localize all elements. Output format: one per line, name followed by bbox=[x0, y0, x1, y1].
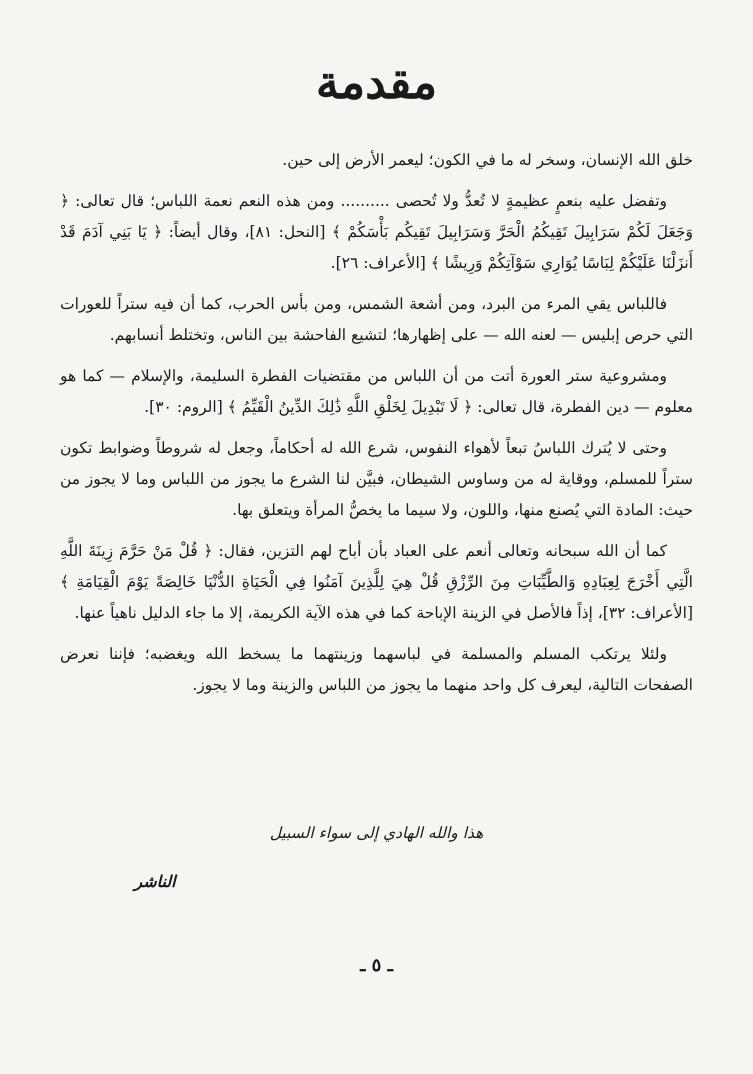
paragraph-1: خلق الله الإنسان، وسخر له ما في الكون؛ ليعمر الأرض إلى حين. bbox=[282, 151, 693, 169]
publisher-signature: الناشر bbox=[134, 872, 176, 891]
closing-line: هذا والله الهادي إلى سواء السبيل bbox=[269, 824, 484, 842]
page-title: مقدمة bbox=[315, 55, 438, 109]
paragraph-4: ومشروعية ستر العورة أتت من أن اللباس من مقتضيات الفطرة السليمة، والإسلام — كما هو معلوم — دين الفطرة، قال تعالى: ﴿ لَا تَبْدِيلَ لِخَلْقِ اللَّهِ ذَٰلِكَ الدِّينُ الْقَيِّمُ ﴾ [الروم: ٣٠]. bbox=[60, 367, 693, 416]
paragraph-7: ولئلا يرتكب المسلم والمسلمة في لباسهما وزينتهما ما يسخط الله ويغضبه؛ فإننا نعرض الصفحات التالية، ليعرف كل واحد منهما ما يجوز من اللباس والزينة وما لا يجوز. bbox=[60, 645, 693, 694]
paragraph-5: وحتى لا يُترك اللباسُ تبعاً لأهواء النفوس، شرع الله له أحكاماً، وجعل له شروطاً وضوابط تكون ستراً للمسلم، ووقاية له من وساوس الشيطان، فبيَّن لنا الشرع ما يجوز من اللباس وما لا يجوز من حيث: المادة التي يُصنع منها، واللون، ولا سيما ما يخصُّ المرأة ويتعلق بها. bbox=[60, 439, 693, 519]
paragraph-3: فاللباس يقي المرء من البرد، ومن أشعة الشمس، ومن بأس الحرب، كما أن فيه ستراً للعورات التي حرص إبليس — لعنه الله — على إظهارها؛ لتشيع الفاحشة بين الناس، وتختلط أنسابهم. bbox=[60, 295, 693, 344]
paragraph-6: كما أن الله سبحانه وتعالى أنعم على العباد بأن أباح لهم التزين، فقال: ﴿ قُلْ مَنْ حَرَّمَ زِينَةَ اللَّهِ الَّتِي أَخْرَجَ لِعِبَادِهِ وَالطَّيِّبَاتِ مِنَ الرِّزْقِ قُلْ هِيَ لِلَّذِينَ آمَنُوا فِي الْحَيَاةِ الدُّنْيَا خَالِصَةً يَوْمَ الْقِيَامَةِ ﴾ [الأعراف: ٣٢]، إذاً فالأصل في الزينة الإباحة كما في هذه الآية الكريمة، إلا ما جاء الدليل ناهياً عنها. bbox=[60, 542, 693, 622]
page-number: ـ ٥ ـ bbox=[360, 955, 393, 976]
paragraph-2: وتفضل عليه بنعمٍ عظيمةٍ لا تُعدُّ ولا تُحصى .......... ومن هذه النعم نعمة اللباس؛ قال تعالى: ﴿ وَجَعَلَ لَكُمْ سَرَابِيلَ تَقِيكُمُ الْحَرَّ وَسَرَابِيلَ تَقِيكُم بَأْسَكُمْ ﴾ [النحل: ٨١]، وقال أيضاً: ﴿ يَا بَنِي آدَمَ قَدْ أَنزَلْنَا عَلَيْكُمْ لِبَاسًا يُوَارِي سَوْآتِكُمْ وَرِيشًا ﴾ [الأعراف: ٢٦]. bbox=[60, 192, 693, 272]
body-text bbox=[60, 145, 693, 711]
